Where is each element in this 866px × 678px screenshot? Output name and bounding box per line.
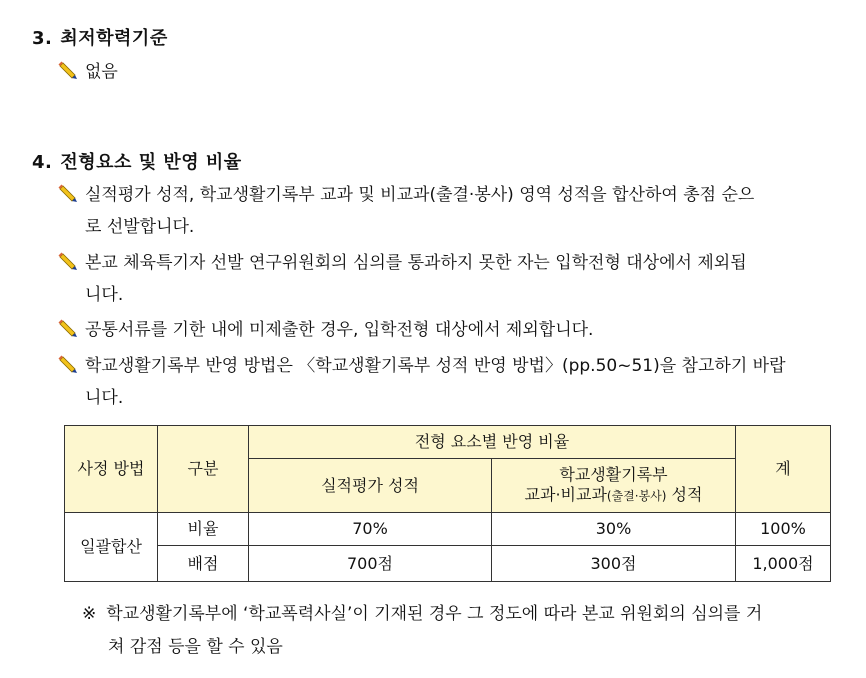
list-item-text: 공통서류를 기한 내에 미제출한 경우, 입학전형 대상에서 제외합니다. bbox=[85, 320, 594, 340]
list-item-text: 실적평가 성적, 학교생활기록부 교과 및 비교과(출결·봉사) 영역 성적을 합산하여 총점 순으 bbox=[85, 185, 755, 205]
cell-performance: 700점 bbox=[249, 546, 492, 582]
list-item-continuation: 니다. bbox=[85, 388, 124, 408]
pencil-icon bbox=[58, 183, 78, 203]
header-method: 사정 방법 bbox=[65, 426, 158, 513]
list-item-text: 없음 bbox=[85, 62, 118, 82]
pencil-icon bbox=[58, 251, 78, 271]
cell-record: 30% bbox=[492, 513, 736, 546]
list-item bbox=[58, 246, 747, 280]
header-category: 구분 bbox=[158, 426, 249, 513]
section-4-title: 전형요소 및 반영 비율 bbox=[60, 152, 242, 173]
header-performance: 실적평가 성적 bbox=[249, 459, 492, 513]
method-value: 일괄합산 bbox=[65, 513, 158, 582]
footnote-text: 학교생활기록부에 ‘학교폭력사실’이 기재된 경우 그 정도에 따라 본교 위원회의 심의를 거 bbox=[106, 604, 763, 624]
cell-performance: 70% bbox=[249, 513, 492, 546]
footnote-continuation: 쳐 감점 등을 할 수 있음 bbox=[108, 637, 283, 657]
section-3-number: 3. bbox=[32, 28, 53, 49]
pencil-icon bbox=[58, 354, 78, 374]
list-item-continuation: 로 선발합니다. bbox=[85, 217, 195, 237]
list-item-text: 본교 체육특기자 선발 연구위원회의 심의를 통과하지 못한 자는 입학전형 대상에서 제외됩 bbox=[85, 253, 747, 273]
table-row bbox=[65, 546, 831, 582]
list-item bbox=[58, 349, 786, 383]
header-record bbox=[492, 459, 736, 513]
header-record-line1: 학교생활기록부 bbox=[559, 465, 668, 484]
list-item bbox=[58, 55, 118, 89]
reference-mark: ※ bbox=[82, 604, 97, 624]
header-group: 전형 요소별 반영 비율 bbox=[249, 426, 736, 459]
row-label: 배점 bbox=[158, 546, 249, 582]
section-4-number: 4. bbox=[32, 152, 53, 173]
cell-record: 300점 bbox=[492, 546, 736, 582]
section-3-heading bbox=[32, 24, 168, 50]
cell-total: 1,000점 bbox=[736, 546, 831, 582]
list-item bbox=[58, 313, 593, 347]
list-item-text: 학교생활기록부 반영 방법은 〈학교생활기록부 성적 반영 방법〉(pp.50~51)을 참고하기 바랍 bbox=[85, 356, 786, 376]
list-item-continuation: 니다. bbox=[85, 285, 124, 305]
cell-total: 100% bbox=[736, 513, 831, 546]
pencil-icon bbox=[58, 60, 78, 80]
header-record-line2 bbox=[492, 485, 735, 506]
header-total: 계 bbox=[736, 426, 831, 513]
pencil-icon bbox=[58, 318, 78, 338]
section-3-title: 최저학력기준 bbox=[60, 28, 168, 49]
row-label: 비율 bbox=[158, 513, 249, 546]
header-record-subject: 교과·비교과 bbox=[524, 485, 607, 504]
reflection-ratio-table bbox=[64, 425, 831, 582]
footnote bbox=[82, 597, 762, 631]
list-item bbox=[58, 178, 754, 212]
section-4-heading bbox=[32, 148, 242, 174]
header-record-attendance: (출결·봉사) bbox=[606, 489, 667, 503]
table-row bbox=[65, 513, 831, 546]
header-record-score: 성적 bbox=[666, 485, 703, 504]
